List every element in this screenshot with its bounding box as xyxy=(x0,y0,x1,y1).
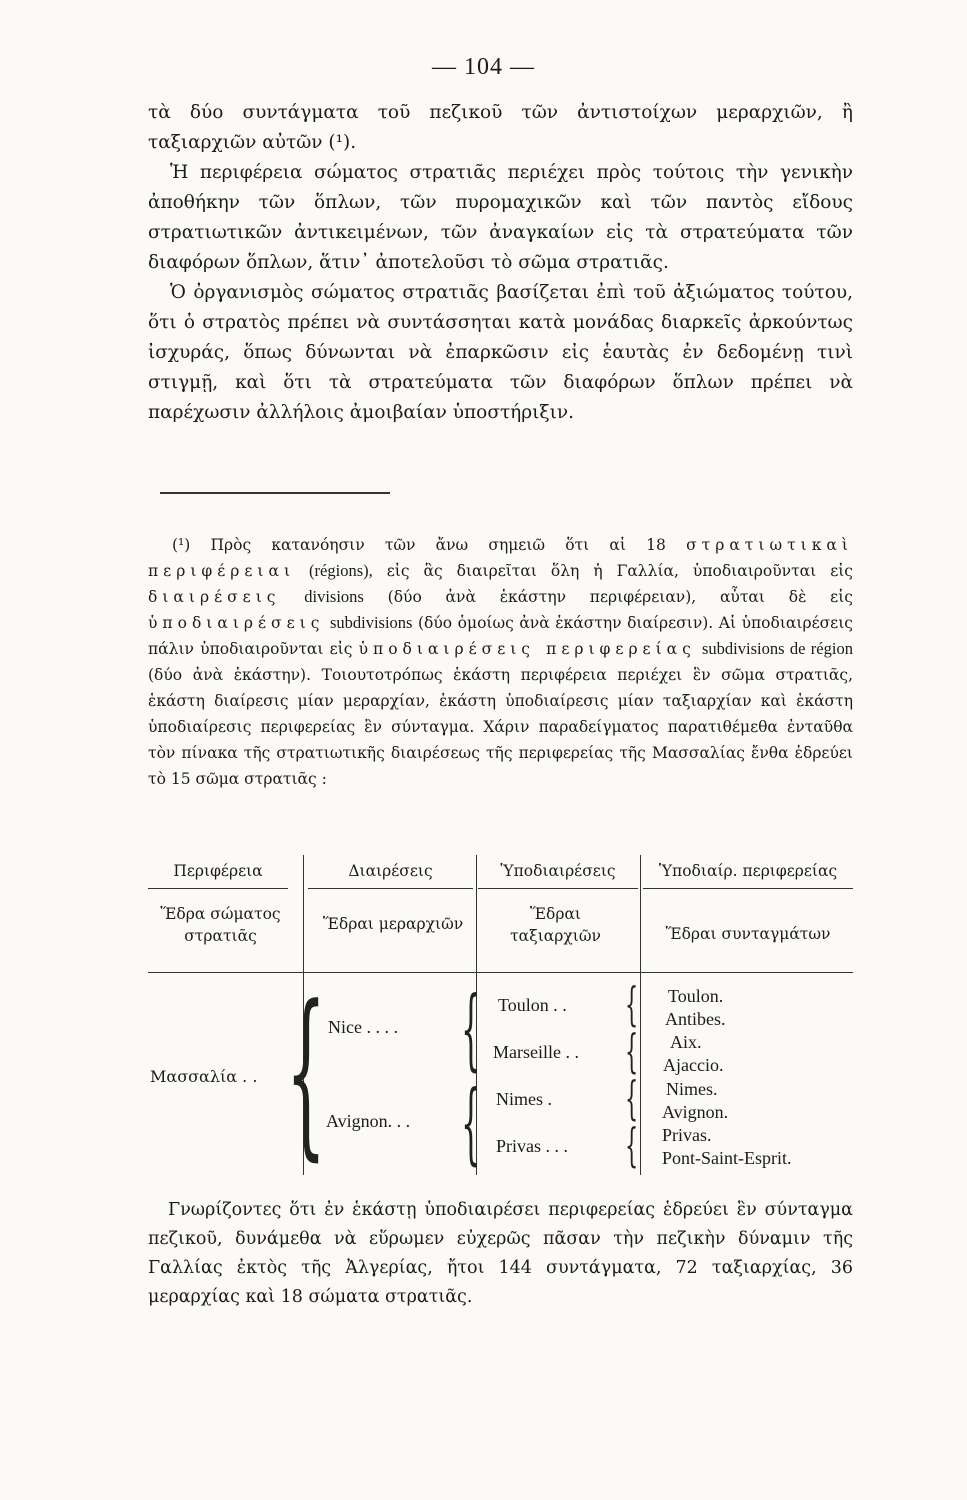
regiment-cell: Pont-Saint-Esprit. xyxy=(662,1148,792,1168)
header-line xyxy=(148,888,288,889)
spaced-term: στρατιωτικαὶ περιφέρειαι xyxy=(148,536,853,580)
footnote-text xyxy=(148,532,853,792)
french-term: divisions xyxy=(304,587,364,606)
regiment-cell: Antibes. xyxy=(665,1009,726,1029)
spaced-term: ὑποδιαιρέσεις xyxy=(148,614,325,632)
footnote-span: Πρὸς κατανόησιν τῶν ἄνω σημειῶ ὅτι αἱ 18 xyxy=(210,536,666,554)
region-cell: Μασσαλία . . xyxy=(150,1067,258,1086)
division-cell: Nice . . . . xyxy=(328,1017,398,1037)
footnote-span: εἰς ἃς διαιρεῖται ὅλη ἡ Γαλλία, ὑποδιαιροῦνται εἰς xyxy=(386,562,853,580)
closing-paragraph xyxy=(148,1196,853,1312)
footnote-span: (δύο ἀνὰ ἑκάστην). Τοιουτοτρόπως ἑκάστη περιφέρεια περιέχει ἓν σῶμα στρατιᾶς, ἑκάστη διαίρεσις μίαν μεραρχίαν, ἑκάστη ὑποδιαίρεσις μίαν ταξιαρχίαν καὶ ἑκάστη ὑποδιαίρεσις περιφερείας ἓν σύνταγμα. Χάριν παραδείγματος παρατιθέμεθα ἐνταῦθα τὸν πίνακα τῆς στρατιωτικῆς διαιρέσεως τῆς περιφερείας τῆς Μασσαλίας ἔνθα ἑδρεύει τὸ 15 σῶμα στρατιᾶς : xyxy=(148,666,853,788)
spaced-term: ὑποδιαιρέσεις περιφερείας xyxy=(358,640,696,658)
column-divider xyxy=(640,855,641,1175)
header-seat-divisions: Ἕδραι μεραρχιῶν xyxy=(322,915,464,933)
french-term: subdivisions xyxy=(329,613,413,632)
regiment-cell: Toulon. xyxy=(668,986,724,1006)
brace-icon: { xyxy=(286,968,327,1177)
header-subdivisions: Ὑποδιαιρέσεις xyxy=(500,862,616,880)
header-region: Περιφέρεια xyxy=(173,862,263,880)
regiment-cell: Privas. xyxy=(662,1125,712,1145)
subdivision-cell: Nimes . xyxy=(496,1089,552,1109)
footnote-mark: (¹) xyxy=(172,536,191,554)
brace-icon: { xyxy=(625,1118,639,1172)
footnote xyxy=(148,532,853,792)
paragraph: τὰ δύο συντάγματα τοῦ πεζικοῦ τῶν ἀντιστοίχων μεραρχιῶν, ἢ ταξιαρχιῶν αὐτῶν (¹). xyxy=(148,102,853,153)
french-term: (régions), xyxy=(309,561,373,580)
brace-icon: { xyxy=(461,977,481,1080)
header-bottom-line xyxy=(148,972,853,973)
footnote-span: (δύο ἀνὰ ἑκάστην περιφέρειαν), αὗται δὲ εἰς xyxy=(387,588,853,606)
french-term: subdivisions de région xyxy=(701,639,853,658)
footnote-rule xyxy=(160,492,390,494)
page-number: — 104 — xyxy=(432,54,535,80)
closing-text: Γνωρίζοντες ὅτι ἐν ἑκάστῃ ὑποδιαιρέσει περιφερείας ἑδρεύει ἓν σύνταγμα πεζικοῦ, δυνάμεθα νὰ εὕρωμεν εὐχερῶς πᾶσαν τὴν πεζικὴν δύναμιν τῆς Γαλλίας ἐκτὸς τῆς Ἀλγερίας, ἤτοι 144 συντάγματα, 72 ταξιαρχίας, 36 μεραρχίας καὶ 18 σώματα στρατιᾶς. xyxy=(148,1200,853,1307)
regiment-cell: Ajaccio. xyxy=(663,1055,724,1075)
header-line xyxy=(308,888,473,889)
subdivision-cell: Toulon . . xyxy=(498,995,567,1015)
subdivision-cell: Marseille . . xyxy=(493,1042,579,1062)
regiment-cell: Avignon. xyxy=(662,1102,729,1122)
regiment-cell: Nimes. xyxy=(666,1079,718,1099)
header-line xyxy=(643,888,853,889)
header-divisions: Διαιρέσεις xyxy=(348,862,433,880)
brace-icon: { xyxy=(625,1024,639,1078)
division-cell: Avignon. . . xyxy=(326,1111,411,1131)
header-seat-brigades: Ἕδραι ταξιαρχιῶν xyxy=(510,905,601,945)
brace-icon: { xyxy=(461,1071,481,1174)
footnote-span: (δύο ὁμοίως ἀνὰ ἑκάστην διαίρεσιν). Αἱ ὑποδιαιρέσεις πάλιν ὑποδιαιροῦνται εἰς xyxy=(148,614,853,658)
division-table xyxy=(148,855,853,1175)
header-seat-regiments: Ἕδραι συνταγμάτων xyxy=(665,925,831,943)
brace-icon: { xyxy=(625,977,639,1031)
header-line xyxy=(478,888,638,889)
spaced-term: διαιρέσεις xyxy=(148,588,281,606)
paragraph: Ἡ περιφέρεια σώματος στρατιᾶς περιέχει πρὸς τούτοις τὴν γενικὴν ἀποθήκην τῶν ὅπλων, τῶν πυρομαχικῶν καὶ τῶν παντὸς εἴδους στρατιωτικῶν ἀντικειμένων, τῶν ἀναγκαίων εἰς τὰ στρατεύματα τῶν διαφόρων ὅπλων, ἅτιν᾽ ἀποτελοῦσι τὸ σῶμα στρατιᾶς. xyxy=(148,162,853,273)
subdivision-cell: Privas . . . xyxy=(496,1136,568,1156)
main-text xyxy=(148,98,853,428)
paragraph: Ὁ ὀργανισμὸς σώματος στρατιᾶς βασίζεται ἐπὶ τοῦ ἀξιώματος τούτου, ὅτι ὁ στρατὸς πρέπει νὰ συντάσσηται κατὰ μονάδας διαρκεῖς ἀρκούντως ἰσχυράς, ὅπως δύνωνται νὰ ἐπαρκῶσιν εἰς ἑαυτὰς ἐν δεδομένῃ τινὶ στιγμῇ, καὶ ὅτι τὰ στρατεύματα τῶν διαφόρων ὅπλων πρέπει νὰ παρέχωσιν ἀλλήλοις ἀμοιβαίαν ὑποστήριξιν. xyxy=(148,282,853,423)
brace-icon: { xyxy=(625,1071,639,1125)
header-region-subdivisions: Ὑποδιαίρ. περιφερείας xyxy=(658,862,838,880)
header-seat-corps: Ἕδρα σώματος στρατιᾶς xyxy=(160,905,281,945)
regiment-cell: Aix. xyxy=(670,1032,702,1052)
